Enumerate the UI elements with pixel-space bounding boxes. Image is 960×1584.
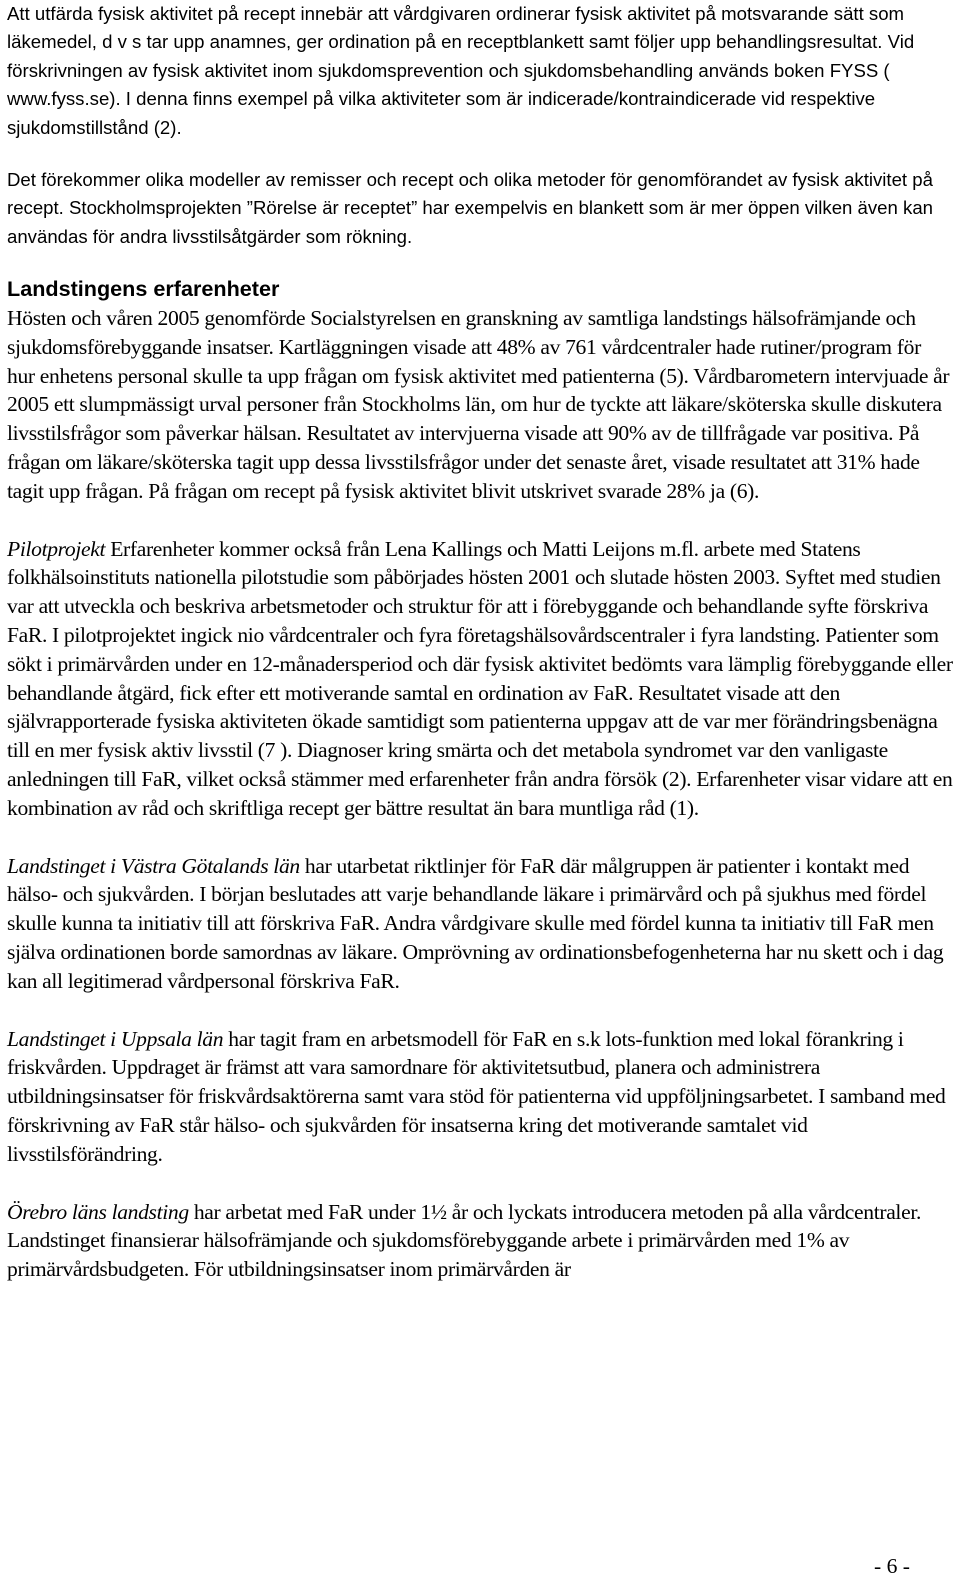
spacer bbox=[7, 823, 953, 852]
paragraph-lead-orebro: Örebro läns landsting bbox=[7, 1199, 189, 1224]
paragraph-orebro bbox=[7, 1198, 953, 1284]
paragraph-referral-models: Det förekommer olika modeller av remisser och recept och olika metoder för genomförandet av fysisk aktivitet på recept. Stockholmsprojekten ”Rörelse är receptet” har exempelvis en blankett som är mer öppen vilken även kan användas för andra livsstilsåtgärder som rökning. bbox=[7, 169, 934, 247]
paragraph-far-definition: Att utfärda fysisk aktivitet på recept innebär att vårdgivaren ordinerar fysisk aktivitet på motsvarande sätt som läkemedel, d v s tar upp anamnes, ger ordination på en receptblankett samt följer upp behandlingsresultat. Vid förskrivningen av fysisk aktivitet inom sjukdomsprevention och sjukdomsbehandling används boken FYSS ( www.fyss.se). I denna finns exempel på vilka aktiviteter som är indicerade/kontraindicerade vid respektive sjukdomstillstånd (2). bbox=[7, 3, 915, 138]
paragraph-vastra-gotaland bbox=[7, 852, 953, 996]
paragraph-body-vastra-gotaland: har utarbetat riktlinjer för FaR där målgruppen är patienter i kontakt med hälso- och sjukvården. I början beslutades att varje behandlande läkare i primärvård och på sjukhus med fördel skulle kunna ta initiativ till att förskriva FaR. Andra vårdgivare skulle med fördel kunna ta initiativ till FaR men själva ordinationen borde samordnas av läkare. Omprövning av ordinationsbefogenheterna har nu skett och i dag kan all legitimerad vårdpersonal förskriva FaR. bbox=[7, 853, 944, 993]
spacer bbox=[7, 1169, 953, 1198]
spacer bbox=[7, 142, 953, 166]
spacer bbox=[7, 506, 953, 535]
section-heading: Landstingens erfarenheter bbox=[7, 276, 280, 302]
paragraph-uppsala bbox=[7, 1025, 953, 1169]
spacer bbox=[7, 996, 953, 1025]
document-page bbox=[7, 0, 953, 1284]
paragraph-body-uppsala: har tagit fram en arbetsmodell för FaR en s.k lots-funktion med lokal förankring i friskvården. Uppdraget är främst att vara samordnare för aktivitetsutbud, planera och administrera utbildningsinsatser för friskvårdsaktörerna samt vara stöd för patienterna vid uppföljningsarbetet. I samband med förskrivning av FaR står hälso- och sjukvården för insatserna kring det motiverande samtalet vid livsstilsförändring. bbox=[7, 1026, 946, 1166]
paragraph-body-pilotprojekt: Erfarenheter kommer också från Lena Kallings och Matti Leijons m.fl. arbete med Statens folkhälsoinstituts nationella pilotstudie som påbörjades hösten 2001 och slutade hösten 2003. Syftet med studien var att utveckla och beskriva arbetsmetoder och struktur för att i förebyggande och behandlande syfte förskriva FaR. I pilotprojektet ingick nio vårdcentraler och fyra företagshälsovårdscentraler i fyra landsting. Patienter som sökt i primärvården under en 12-månadersperiod och där fysisk aktivitet bedömts vara lämplig förebyggande eller behandlande åtgärd, fick efter ett motiverande samtal en ordination av FaR. Resultatet visade att den självrapporterade fysiska aktiviteten ökade samtidigt som patienterna uppgav att de var mer förändringsbenägna till en mer fysisk aktiv livsstil (7 ). Diagnoser kring smärta och det metabola syndromet var den vanligaste anledningen till FaR, vilket också stämmer med erfarenheter från andra försök (2). Erfarenheter visar vidare att en kombination av råd och skriftliga recept ger bättre resultat än bara muntliga råd (1). bbox=[7, 536, 953, 820]
page-number: - 6 - bbox=[874, 1554, 910, 1578]
paragraph-lead-uppsala: Landstinget i Uppsala län bbox=[7, 1026, 224, 1051]
paragraph-lead-vastra-gotaland: Landstinget i Västra Götalands län bbox=[7, 853, 300, 878]
paragraph-survey-results: Hösten och våren 2005 genomförde Socialstyrelsen en granskning av samtliga landstings hälsofrämjande och sjukdomsförebyggande insatser. Kartläggningen visade att 48% av 761 vårdcentraler hade rutiner/program för hur enhetens personal skulle ta upp frågan om fysisk aktivitet med patienterna (5). Vårdbarometern intervjuade år 2005 ett slumpmässigt urval personer från Stockholms län, om hur de tyckte att läkare/sköterska skulle diskutera livsstilsfrågor som påverkar hälsan. Resultatet av intervjuerna visade att 90% av de tillfrågade var positiva. På frågan om läkare/sköterska tagit upp dessa livsstilsfrågor under det senaste året, visade resultatet att 31% hade tagit upp frågan. På frågan om recept på fysisk aktivitet blivit utskrivet svarade 28% ja (6). bbox=[7, 306, 950, 503]
paragraph-pilot-project bbox=[7, 535, 953, 823]
spacer bbox=[7, 251, 953, 275]
paragraph-body-orebro: har arbetat med FaR under 1½ år och lyckats introducera metoden på alla vårdcentraler. Landstinget finansierar hälsofrämjande och sjukdomsförebyggande arbete i primärvården med 1% av primärvårdsbudgeten. För utbildningsinsatser inom primärvården är bbox=[7, 1199, 922, 1282]
paragraph-lead-pilotprojekt: Pilotprojekt bbox=[7, 536, 106, 561]
